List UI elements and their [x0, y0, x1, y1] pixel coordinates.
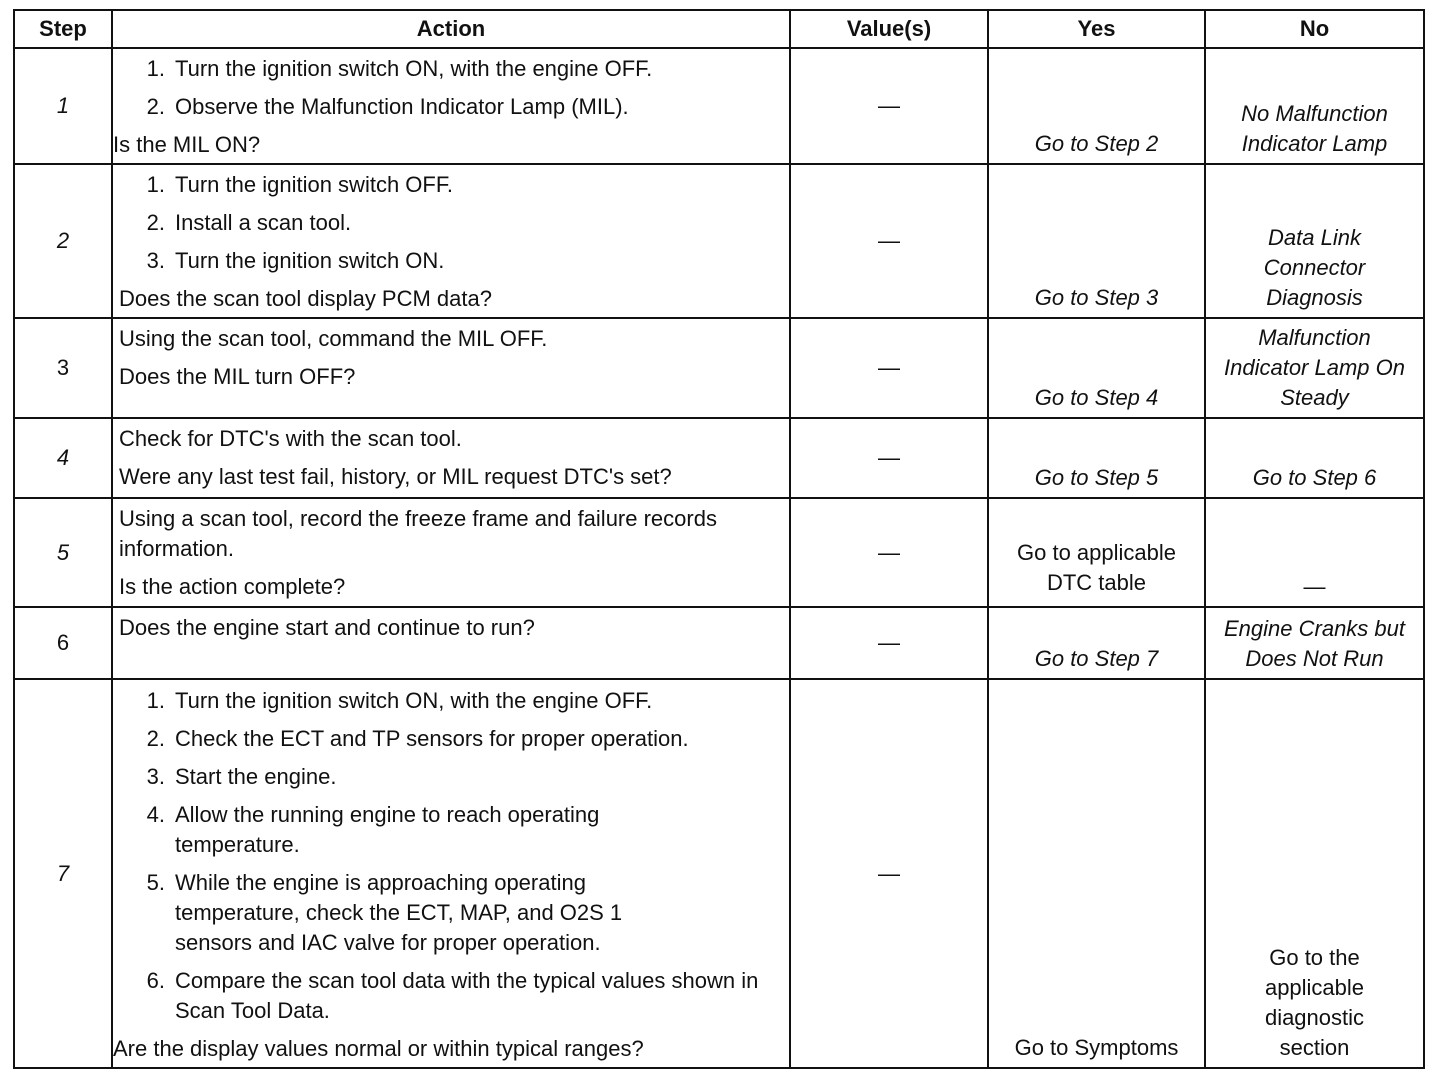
header-yes: Yes: [988, 10, 1205, 48]
action-question: Does the MIL turn OFF?: [119, 364, 356, 389]
header-action: Action: [112, 10, 790, 48]
action-question: Does the engine start and continue to run?: [119, 615, 535, 640]
value-cell: —: [790, 498, 988, 607]
value-cell: —: [790, 48, 988, 164]
value-cell: —: [790, 607, 988, 679]
action-cell: [112, 164, 790, 318]
step-number: 6: [14, 607, 112, 679]
list-item: 1. Turn the ignition switch OFF.: [146, 172, 453, 197]
step-number: 3: [14, 318, 112, 418]
action-line: Using a scan tool, record the freeze frame and failure records information.: [119, 506, 717, 561]
action-question: Were any last test fail, history, or MIL request DTC's set?: [119, 464, 672, 489]
step-number: 1: [14, 48, 112, 164]
action-line: Check for DTC's with the scan tool.: [119, 426, 462, 451]
step-number: 2: [14, 164, 112, 318]
action-cell: [112, 48, 790, 164]
action-question: Does the scan tool display PCM data?: [119, 286, 492, 311]
no-cell: Data Link Connector Diagnosis: [1205, 164, 1424, 318]
header-step: Step: [14, 10, 112, 48]
action-cell: [112, 318, 790, 418]
diagnostic-table: [13, 9, 1425, 1069]
action-cell: [112, 607, 790, 679]
list-item: 4. Allow the running engine to reach operating temperature.: [146, 802, 600, 857]
action-question: Are the display values normal or within typical ranges?: [113, 1036, 644, 1061]
no-cell: Malfunction Indicator Lamp On Steady: [1205, 318, 1424, 418]
value-cell: —: [790, 418, 988, 498]
header-values: Value(s): [790, 10, 988, 48]
list-item: 2. Install a scan tool.: [146, 210, 352, 235]
yes-cell: Go to Step 3: [988, 164, 1205, 318]
list-item: 2. Check the ECT and TP sensors for proper operation.: [146, 726, 689, 751]
yes-cell: Go to Step 7: [988, 607, 1205, 679]
list-item: 1. Turn the ignition switch ON, with the engine OFF.: [146, 688, 653, 713]
action-question: Is the action complete?: [119, 574, 346, 599]
step-number: 5: [14, 498, 112, 607]
table-row: [14, 48, 1424, 164]
value-cell: —: [790, 318, 988, 418]
yes-cell: Go to Step 4: [988, 318, 1205, 418]
action-question: Is the MIL ON?: [113, 132, 261, 157]
value-cell: —: [790, 164, 988, 318]
header-no: No: [1205, 10, 1424, 48]
no-cell: —: [1205, 498, 1424, 607]
table-row: [14, 418, 1424, 498]
action-cell: [112, 679, 790, 1068]
yes-cell: Go to Symptoms: [988, 679, 1205, 1068]
step-number: 7: [14, 679, 112, 1068]
table-row: [14, 164, 1424, 318]
list-item: 3. Start the engine.: [146, 764, 337, 789]
table-row: [14, 679, 1424, 1068]
table-row: [14, 607, 1424, 679]
value-cell: —: [790, 679, 988, 1068]
header-row: [14, 10, 1424, 48]
action-line: Using the scan tool, command the MIL OFF.: [119, 326, 548, 351]
list-item: 3. Turn the ignition switch ON.: [146, 248, 445, 273]
list-item: 2. Observe the Malfunction Indicator Lamp (MIL).: [146, 94, 629, 119]
yes-cell: Go to Step 2: [988, 48, 1205, 164]
no-cell: No Malfunction Indicator Lamp: [1205, 48, 1424, 164]
list-item: 5. While the engine is approaching operating temperature, check the ECT, MAP, and O2S 1 sensors and IAC valve for proper operation.: [146, 870, 623, 955]
table-row: [14, 318, 1424, 418]
no-cell: Go to the applicable diagnostic section: [1205, 679, 1424, 1068]
table-row: [14, 498, 1424, 607]
list-item: 6. Compare the scan tool data with the typical values shown in Scan Tool Data.: [146, 968, 759, 1023]
yes-cell: Go to applicable DTC table: [988, 498, 1205, 607]
no-cell: Engine Cranks but Does Not Run: [1205, 607, 1424, 679]
action-cell: [112, 498, 790, 607]
action-cell: [112, 418, 790, 498]
no-cell: Go to Step 6: [1205, 418, 1424, 498]
step-number: 4: [14, 418, 112, 498]
yes-cell: Go to Step 5: [988, 418, 1205, 498]
list-item: 1. Turn the ignition switch ON, with the engine OFF.: [146, 56, 653, 81]
